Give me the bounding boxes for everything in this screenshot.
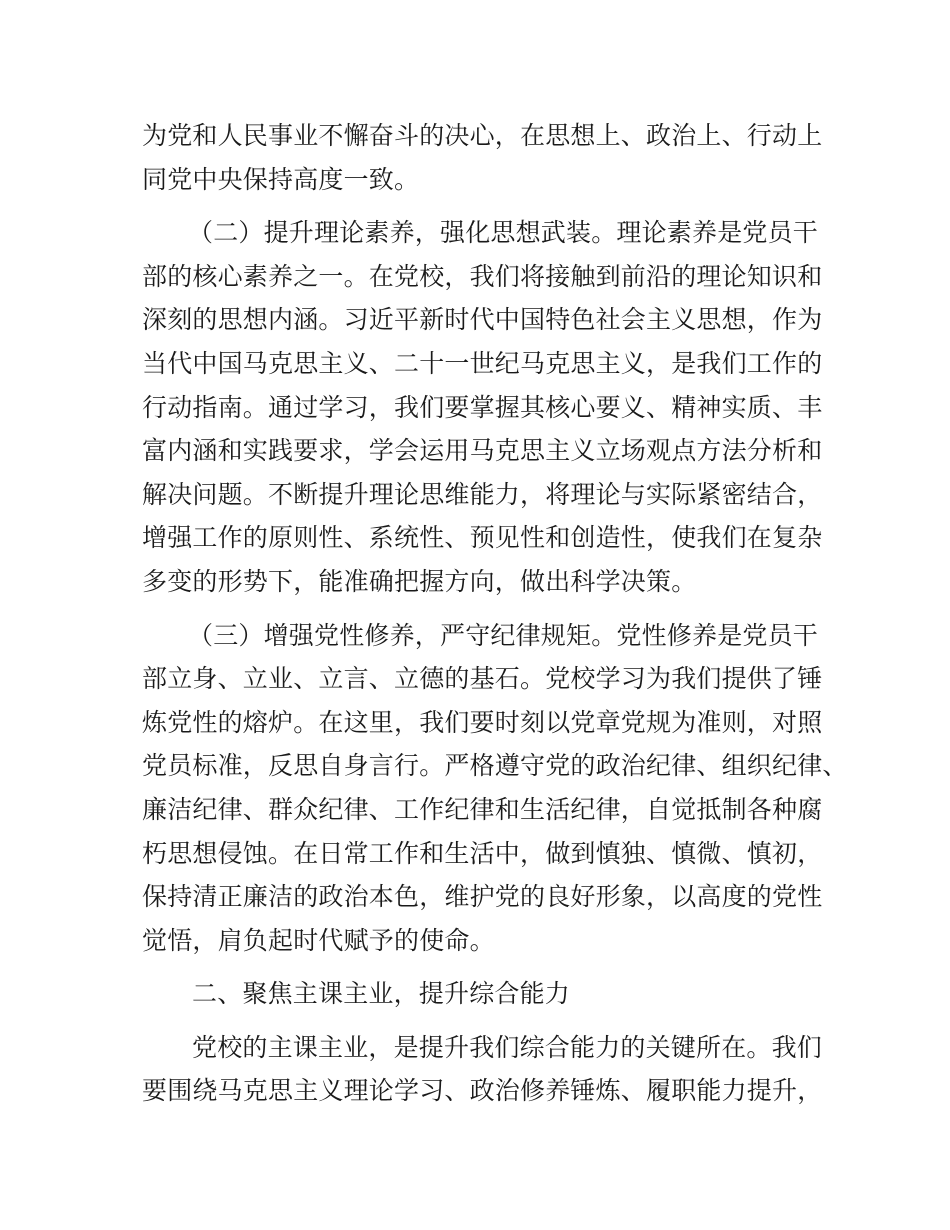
text-line: 朽思想侵蚀。在日常工作和生活中，做到慎独、慎微、慎初， xyxy=(142,838,823,868)
text-line: 为党和人民事业不懈奋斗的决心，在思想上、政治上、行动上 xyxy=(142,121,823,150)
text-line: 深刻的思想内涵。习近平新时代中国特色社会主义思想，作为 xyxy=(142,305,823,335)
text-line: 同党中央保持高度一致。 xyxy=(142,164,420,194)
text-line: （三）增强党性修养，严守纪律规矩。党性修养是党员干 xyxy=(188,620,819,650)
text-line: 炼党性的熔炉。在这里，我们要时刻以党章党规为准则，对照 xyxy=(142,707,823,737)
text-line: 觉悟，肩负起时代赋予的使命。 xyxy=(142,925,495,955)
text-line: 党员标准，反思自身言行。严格遵守党的政治纪律、组织纪律、 xyxy=(142,751,848,781)
text-line: 行动指南。通过学习，我们要掌握其核心要义、精神实质、丰 xyxy=(142,392,823,422)
text-line: 解决问题。不断提升理论思维能力，将理论与实际紧密结合， xyxy=(142,479,823,509)
text-line: 多变的形势下，能准确把握方向，做出科学决策。 xyxy=(142,566,697,596)
text-line: 部立身、立业、立言、立德的基石。党校学习为我们提供了锤 xyxy=(142,664,823,694)
paragraph-party-spirit xyxy=(142,614,848,963)
text-line: 当代中国马克思主义、二十一世纪马克思主义，是我们工作的 xyxy=(142,348,823,378)
text-line: 保持清正廉洁的政治本色，维护党的良好形象，以高度的党性 xyxy=(142,882,823,912)
paragraph-theory xyxy=(142,211,823,603)
text-line: 廉洁纪律、群众纪律、工作纪律和生活纪律，自觉抵制各种腐 xyxy=(142,794,823,824)
paragraph-main-course xyxy=(142,1026,823,1113)
text-line: （二）提升理论素养，强化思想武装。理论素养是党员干 xyxy=(188,218,819,248)
document-body xyxy=(142,114,848,1113)
text-line: 富内涵和实践要求，学会运用马克思主义立场观点方法分析和 xyxy=(142,436,823,466)
text-line: 部的核心素养之一。在党校，我们将接触到前沿的理论知识和 xyxy=(142,261,823,291)
text-line: 要围绕马克思主义理论学习、政治修养锤炼、履职能力提升， xyxy=(142,1076,823,1106)
text-line: 增强工作的原则性、系统性、预见性和创造性，使我们在复杂 xyxy=(142,523,823,553)
heading-text: 二、聚焦主课主业，提升综合能力 xyxy=(192,979,571,1009)
paragraph-continued xyxy=(142,114,823,201)
section-heading xyxy=(142,972,814,1016)
text-line: 党校的主课主业，是提升我们综合能力的关键所在。我们 xyxy=(192,1032,823,1062)
